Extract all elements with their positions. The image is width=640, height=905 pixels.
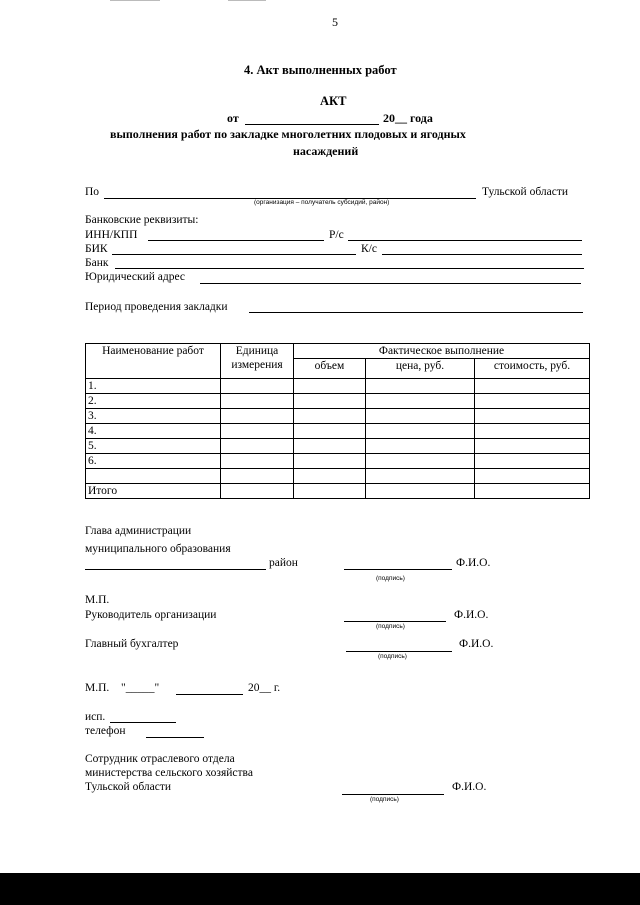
bik-field[interactable] (112, 254, 356, 255)
inn-field[interactable] (148, 240, 324, 241)
chief-accountant-fio: Ф.И.О. (459, 638, 494, 650)
volume-cell[interactable] (294, 424, 366, 439)
stamp-label: М.П. (85, 594, 110, 606)
head-fio: Ф.И.О. (456, 557, 491, 569)
col-cost-header: стоимость, руб. (475, 359, 590, 379)
rs-label: Р/с (329, 229, 344, 241)
org-head-fio: Ф.И.О. (454, 609, 489, 621)
table-row (86, 454, 590, 469)
rs-field[interactable] (348, 240, 582, 241)
period-label: Период проведения закладки (85, 301, 228, 313)
price-cell[interactable] (366, 409, 475, 424)
address-label: Юридический адрес (85, 271, 185, 283)
org-head-label: Руководитель организации (85, 609, 217, 621)
unit-cell[interactable] (221, 409, 294, 424)
phone-label: телефон (85, 725, 126, 737)
table-total-row (86, 484, 590, 499)
org-head-signature-note: (подпись) (376, 623, 405, 630)
row-number-cell[interactable]: 6. (86, 454, 221, 469)
po-note: (организация – получатель субсидий, район) (254, 199, 390, 206)
act-date-blank[interactable] (245, 124, 379, 125)
executor-label: исп. (85, 711, 106, 723)
bank-details-label: Банковские реквизиты: (85, 214, 199, 226)
price-cell[interactable] (366, 439, 475, 454)
volume-cell[interactable] (294, 439, 366, 454)
date-line-mp: М.П. (85, 682, 110, 694)
org-head-signature-field[interactable] (344, 621, 446, 622)
table-row (86, 409, 590, 424)
volume-cell[interactable] (294, 379, 366, 394)
ks-field[interactable] (382, 254, 582, 255)
cost-cell[interactable] (475, 469, 590, 484)
chief-accountant-signature-note: (подпись) (378, 653, 407, 660)
unit-cell[interactable] (221, 394, 294, 409)
price-cell[interactable] (366, 484, 475, 499)
employee-signature-note: (подпись) (370, 796, 399, 803)
works-table (85, 343, 590, 499)
cost-cell[interactable] (475, 424, 590, 439)
employee-line1: Сотрудник отраслевого отдела (85, 753, 235, 765)
cost-cell[interactable] (475, 484, 590, 499)
row-number-cell[interactable]: 3. (86, 409, 221, 424)
unit-cell[interactable] (221, 439, 294, 454)
unit-cell[interactable] (221, 379, 294, 394)
act-subject-line1: выполнения работ по закладке многолетних плодовых и ягодных (110, 127, 466, 141)
unit-cell[interactable] (221, 424, 294, 439)
bank-field[interactable] (115, 268, 584, 269)
row-number-cell[interactable]: 1. (86, 379, 221, 394)
cost-cell[interactable] (475, 454, 590, 469)
table-body (86, 379, 590, 499)
ks-label: К/с (361, 243, 377, 255)
price-cell[interactable] (366, 469, 475, 484)
cost-cell[interactable] (475, 379, 590, 394)
act-subject-line2: насаждений (293, 144, 359, 158)
head-district-label: район (269, 557, 298, 569)
col-price-header: цена, руб. (366, 359, 475, 379)
table-header-row (86, 344, 590, 359)
col-volume-header: объем (294, 359, 366, 379)
head-signature-note: (подпись) (376, 575, 405, 582)
price-cell[interactable] (366, 454, 475, 469)
bank-label: Банк (85, 257, 109, 269)
act-date-year: 20__ года (383, 111, 433, 125)
row-number-cell[interactable]: 5. (86, 439, 221, 454)
scan-fragment-right (228, 0, 266, 1)
phone-field[interactable] (146, 737, 204, 738)
chief-accountant-signature-field[interactable] (346, 651, 452, 652)
address-field[interactable] (200, 283, 581, 284)
cost-cell[interactable] (475, 409, 590, 424)
cost-cell[interactable] (475, 439, 590, 454)
executor-field[interactable] (110, 722, 176, 723)
table-row (86, 424, 590, 439)
volume-cell[interactable] (294, 469, 366, 484)
employee-line3: Тульской области (85, 781, 172, 793)
chief-accountant-label: Главный бухгалтер (85, 638, 179, 650)
cost-cell[interactable] (475, 394, 590, 409)
page-number: 5 (332, 15, 338, 29)
act-title: АКТ (320, 94, 347, 108)
bik-label: БИК (85, 243, 108, 255)
date-line-year: 20__ г. (248, 682, 281, 694)
head-line2: муниципального образования (85, 543, 231, 555)
row-number-cell[interactable] (86, 469, 221, 484)
col-actual-header: Фактическое выполнение (294, 344, 590, 359)
po-label: По (85, 186, 100, 198)
row-number-cell[interactable]: 4. (86, 424, 221, 439)
act-date-prefix: от (227, 111, 239, 125)
po-suffix: Тульской области (482, 186, 569, 198)
volume-cell[interactable] (294, 394, 366, 409)
period-field[interactable] (249, 312, 583, 313)
col-name-header: Наименование работ (86, 344, 221, 379)
head-signature-field[interactable] (344, 569, 452, 570)
unit-cell[interactable] (221, 454, 294, 469)
unit-cell[interactable] (221, 484, 294, 499)
date-line-day[interactable]: "_____" (121, 682, 160, 694)
price-cell[interactable] (366, 424, 475, 439)
table-row (86, 439, 590, 454)
volume-cell[interactable] (294, 484, 366, 499)
scan-bottom-edge (0, 873, 640, 905)
col-unit-header: Единица измерения (221, 344, 294, 379)
employee-fio: Ф.И.О. (452, 781, 487, 793)
employee-line2: министерства сельского хозяйства (85, 767, 253, 779)
table-row (86, 394, 590, 409)
volume-cell[interactable] (294, 454, 366, 469)
section-title: 4. Акт выполненных работ (244, 63, 397, 77)
head-district-field[interactable] (85, 569, 266, 570)
inn-label: ИНН/КПП (85, 229, 138, 241)
scan-fragment-left (110, 0, 160, 1)
unit-cell[interactable] (221, 469, 294, 484)
row-number-cell[interactable]: 2. (86, 394, 221, 409)
volume-cell[interactable] (294, 409, 366, 424)
price-cell[interactable] (366, 394, 475, 409)
table-row (86, 469, 590, 484)
date-line-month-field[interactable] (176, 694, 243, 695)
employee-signature-field[interactable] (342, 794, 444, 795)
head-line1: Глава администрации (85, 525, 192, 537)
total-label-cell[interactable]: Итого (86, 484, 221, 499)
price-cell[interactable] (366, 379, 475, 394)
table-row (86, 379, 590, 394)
